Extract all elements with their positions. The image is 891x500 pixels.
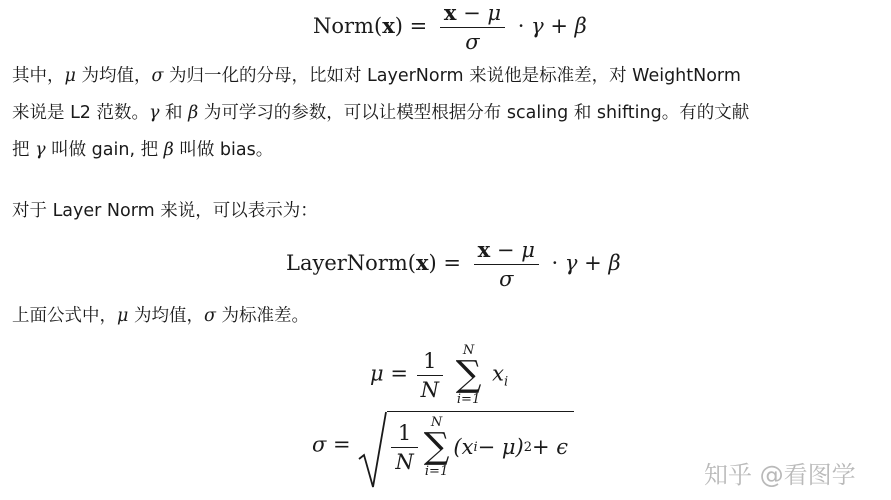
layernorm-arg: x (415, 250, 429, 275)
para1-line1: 其中，μ 为均值，σ 为归一化的分母，比如对 LayerNorm 来说他是标准差，对 WeightNorm (12, 66, 741, 86)
para1-line3: 把 γ 叫做 gain, 把 β 叫做 bias。 (12, 140, 274, 160)
norm-equation: Norm(x) = $\frac{x - \mu}{\sigma}$ · γ + β (313, 0, 587, 54)
paragraph-definitions (12, 64, 749, 162)
sqrt-sign-icon (357, 411, 387, 478)
layernorm-fraction: $\frac{x - \mu}{\sigma}$ (474, 237, 539, 292)
paragraph-symbols: 上面公式中，μ 为均值，σ 为标准差。 (12, 306, 309, 326)
stddev-equation: σ = $\frac{1}{N}$ N ∑ i=1 (x i − μ) 2 + ϵ (312, 411, 574, 478)
mean-equation: μ = $\frac{1}{N}$ N ∑ i=1 $x_i$ (370, 343, 509, 407)
norm-fraction: $\frac{x - \mu}{\sigma}$ (440, 0, 505, 55)
paragraph-layernorm-intro: 对于 Layer Norm 来说，可以表示为： (12, 201, 318, 221)
sqrt-radical: $\frac{1}{N}$ N ∑ i=1 (x i − μ) 2 + ϵ (357, 411, 574, 478)
zhihu-watermark: 知乎 @看图学 (704, 461, 856, 489)
norm-func: Norm (313, 14, 374, 38)
layernorm-func: LayerNorm (286, 251, 408, 275)
mean-summation: N ∑ i=1 (455, 343, 482, 407)
stddev-fraction: $\frac{1}{N}$ (391, 420, 417, 475)
para1-line2: 来说是 L2 范数。γ 和 β 为可学习的参数，可以让模型根据分布 scaling 和 shifting。有的文献 (12, 103, 750, 123)
norm-arg: x (382, 13, 395, 38)
mean-fraction: $\frac{1}{N}$ (417, 348, 443, 403)
layernorm-equation: LayerNorm(x) = $\frac{x - \mu}{\sigma}$ · γ + β (286, 237, 621, 291)
stddev-summation: N ∑ i=1 (423, 415, 450, 479)
